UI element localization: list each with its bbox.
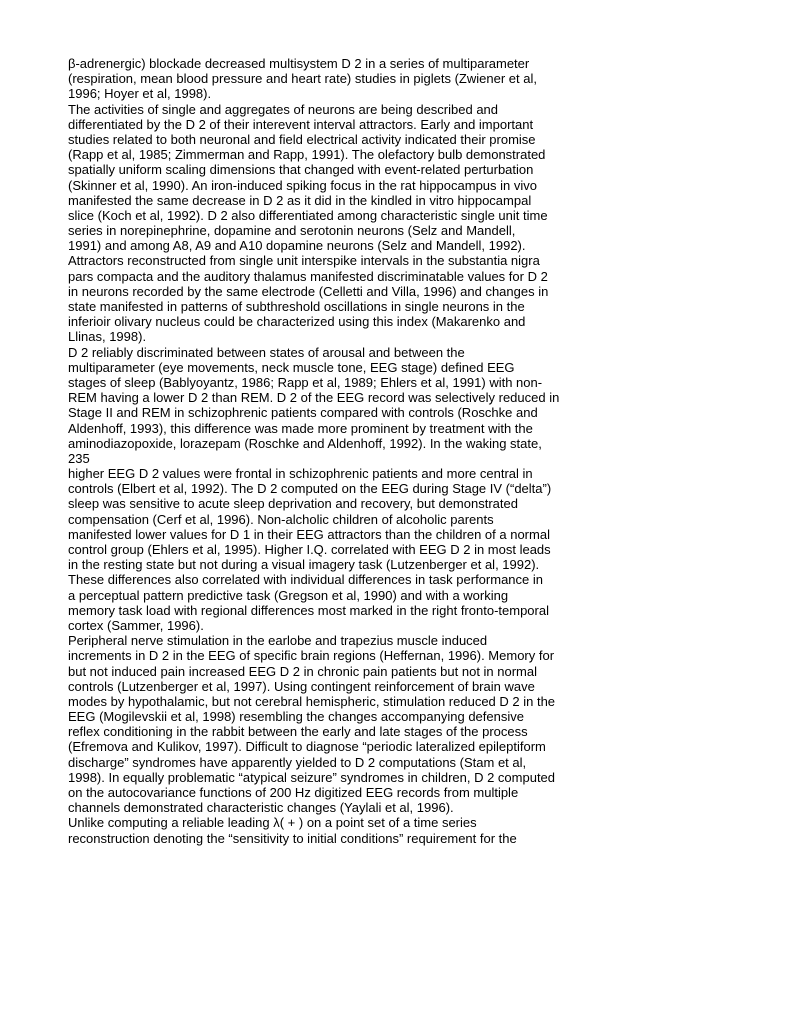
text-line: a perceptual pattern predictive task (Gregson et al, 1990) and with a working [68,587,509,603]
text-line: The activities of single and aggregates of neurons are being described and [68,101,499,117]
text-line: differentiated by the D 2 of their interevent interval attractors. Early and important [68,116,534,132]
page-number: 235 [68,450,90,466]
text-line: controls (Lutzenberger et al, 1997). Using contingent reinforcement of brain wave [68,678,535,694]
text-line: Stage II and REM in schizophrenic patients compared with controls (Roschke and [68,405,538,421]
text-line: pars compacta and the auditory thalamus manifested discriminatable values for D 2 [68,268,548,284]
text-line: β-adrenergic) blockade decreased multisystem D 2 in a series of multiparameter [68,56,530,71]
text-line: D 2 reliably discriminated between states of arousal and between the [68,344,465,360]
text-line: series in norepinephrine, dopamine and serotonin neurons (Selz and Mandell, [68,223,516,239]
text-line: spatially uniform scaling dimensions that changed with event-related perturbation [68,162,534,178]
text-line: but not induced pain increased EEG D 2 in chronic pain patients but not in normal [68,663,538,679]
text-line: discharge” syndromes have apparently yielded to D 2 computations (Stam et al, [68,754,527,770]
text-line: manifested lower values for D 1 in their EEG attractors than the children of a normal [68,526,550,542]
text-line: Unlike computing a reliable leading λ( + ) on a point set of a time series [68,815,477,831]
text-line: EEG (Mogilevskii et al, 1998) resembling the changes accompanying defensive [68,709,524,725]
text-line: control group (Ehlers et al, 1995). Higher I.Q. correlated with EEG D 2 in most leads [68,542,551,557]
text-line: 1998). In equally problematic “atypical seizure” syndromes in children, D 2 computed [68,769,556,785]
text-line: stages of sleep (Bablyoyantz, 1986; Rapp et al, 1989; Ehlers et al, 1991) with non- [68,374,543,390]
text-line: higher EEG D 2 values were frontal in schizophrenic patients and more central in [68,466,533,482]
text-line: manifested the same decrease in D 2 as it did in the kindled in vitro hippocampal [68,192,532,208]
text-line: 1991) and among A8, A9 and A10 dopamine neurons (Selz and Mandell, 1992). [68,238,526,254]
text-line: REM having a lower D 2 than REM. D 2 of the EEG record was selectively reduced in [68,390,560,406]
text-line: multiparameter (eye movements, neck muscle tone, EEG stage) defined EEG [68,359,515,375]
text-line: in neurons recorded by the same electrode (Celletti and Villa, 1996) and changes in [68,283,549,299]
text-line: in the resting state but not during a visual imagery task (Lutzenberger et al, 1992). [68,557,540,573]
text-line: Attractors reconstructed from single unit interspike intervals in the substantia nigra [68,253,540,269]
text-line: Peripheral nerve stimulation in the earlobe and trapezius muscle induced [68,633,488,649]
text-line: Aldenhoff, 1993), this difference was made more prominent by treatment with the [68,420,533,436]
text-line: 1996; Hoyer et al, 1998). [68,86,212,102]
text-line: state manifested in patterns of subthreshold oscillations in single neurons in the [68,299,525,314]
text-line: slice (Koch et al, 1992). D 2 also differentiated among characteristic single unit time [68,207,548,223]
text-line: modes by hypothalamic, but not cerebral hemispheric, stimulation reduced D 2 in the [68,693,556,709]
text-line: on the autocovariance functions of 200 Hz digitized EEG records from multiple [68,785,519,800]
text-line: (Skinner et al, 1990). An iron-induced spiking focus in the rat hippocampus in vivo [68,177,537,193]
text-line: (Efremova and Kulikov, 1997). Difficult to diagnose “periodic lateralized epileptiform [68,739,546,755]
text-line: These differences also correlated with individual differences in task performance in [68,572,543,588]
text-line: compensation (Cerf et al, 1996). Non-alcholic children of alcoholic parents [68,511,494,527]
text-line: cortex (Sammer, 1996). [68,617,204,633]
text-line: sleep was sensitive to acute sleep deprivation and recovery, but demonstrated [68,496,518,512]
text-line: channels demonstrated characteristic changes (Yaylali et al, 1996). [68,800,454,816]
text-line: memory task load with regional differences most marked in the right fronto-temporal [68,602,549,618]
text-line: reflex conditioning in the rabbit between the early and late stages of the process [68,724,528,740]
text-line: Llinas, 1998). [68,329,147,345]
text-line: increments in D 2 in the EEG of specific brain regions (Heffernan, 1996). Memory for [68,648,555,664]
text-line: controls (Elbert et al, 1992). The D 2 computed on the EEG during Stage IV (“delta”) [68,481,552,497]
text-line: (Rapp et al, 1985; Zimmerman and Rapp, 1991). The olefactory bulb demonstrated [68,147,546,163]
text-line: inferioir olivary nucleus could be characterized using this index (Makarenko and [68,314,526,330]
document-page [68,56,668,846]
text-line: (respiration, mean blood pressure and heart rate) studies in piglets (Zwiener et al, [68,71,537,87]
text-line: aminodiazopoxide, lorazepam (Roschke and Aldenhoff, 1992). In the waking state, [68,435,542,451]
text-line: studies related to both neuronal and field electrical activity indicated their promise [68,131,536,147]
text-line: reconstruction denoting the “sensitivity to initial conditions” requirement for the [68,830,517,846]
